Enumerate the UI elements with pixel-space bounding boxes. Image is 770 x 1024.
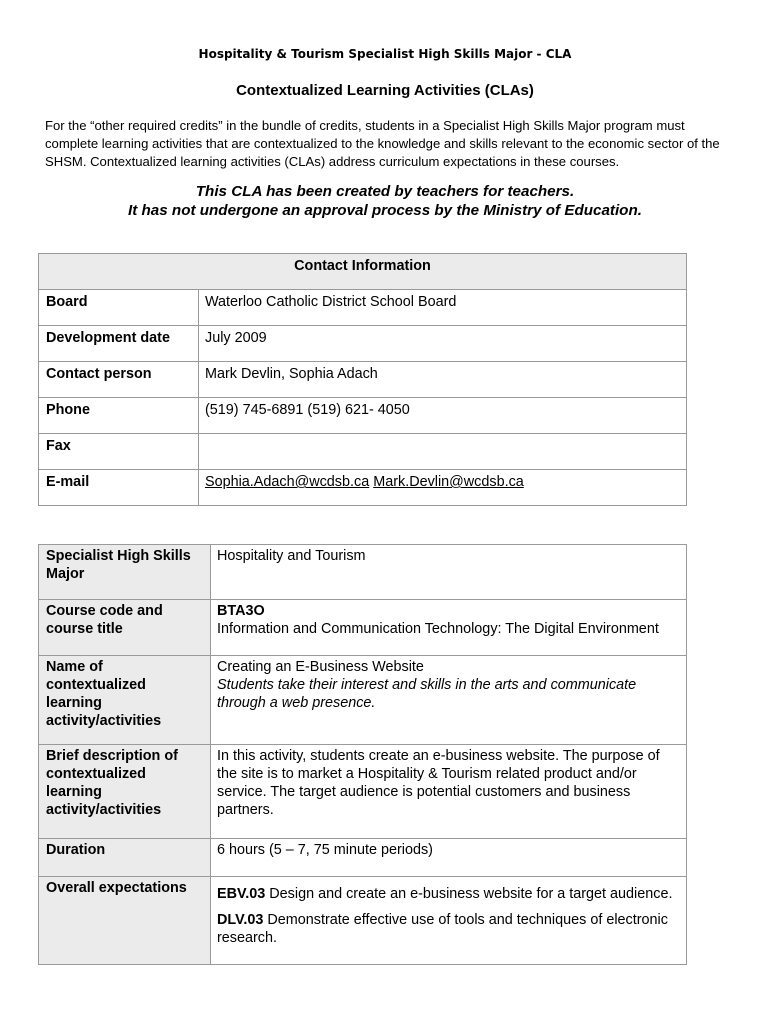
fax-label: Fax <box>39 434 199 470</box>
email-value <box>199 470 687 506</box>
expectation-code: DLV.03 <box>217 912 264 928</box>
activity-name: Creating an E-Business Website <box>217 659 424 675</box>
activity-name-label: Name of contextualized learning activity/activities <box>39 656 211 745</box>
duration-value: 6 hours (5 – 7, 75 minute periods) <box>211 839 687 877</box>
board-label: Board <box>39 290 199 326</box>
shsm-label: Specialist High Skills Major <box>39 545 211 600</box>
expectation-code: EBV.03 <box>217 886 266 902</box>
expectation-text: Design and create an e-business website for a target audience. <box>265 886 673 902</box>
phone-label: Phone <box>39 398 199 434</box>
duration-label: Duration <box>39 839 211 877</box>
development-date-value: July 2009 <box>199 326 687 362</box>
course-title: Information and Communication Technology: The Digital Environment <box>217 621 659 637</box>
email-link-mark[interactable]: Mark.Devlin@wcdsb.ca <box>373 474 524 490</box>
contact-person-value: Mark Devlin, Sophia Adach <box>199 362 687 398</box>
course-code: BTA3O <box>217 603 265 619</box>
fax-value <box>199 434 687 470</box>
phone-value: (519) 745-6891 (519) 621- 4050 <box>199 398 687 434</box>
expectation-dlv03 <box>217 911 678 947</box>
expectation-text: Demonstrate effective use of tools and techniques of electronic research. <box>217 912 668 946</box>
contact-heading: Contact Information <box>39 254 687 290</box>
course-value <box>211 600 687 656</box>
overall-expectations-value <box>211 877 687 965</box>
brief-description-value: In this activity, students create an e-business website. The purpose of the site is to market a Hospitality & Tourism related product and/or service. The target audience is potential customers and business partners. <box>211 745 687 839</box>
shsm-value: Hospitality and Tourism <box>211 545 687 600</box>
notice-line-2: It has not undergone an approval process by the Ministry of Education. <box>128 202 642 219</box>
overall-expectations-label: Overall expectations <box>39 877 211 965</box>
teacher-notice <box>0 182 770 220</box>
page-title: Contextualized Learning Activities (CLAs) <box>236 82 534 99</box>
contact-table <box>38 253 687 506</box>
intro-paragraph: For the “other required credits” in the bundle of credits, students in a Specialist High Skills Major program must complete learning activities that are contextualized to the knowledge and skills relevant to the economic sector of the SHSM. Contextualized learning activities (CLAs) address curriculum expectations in these courses. <box>45 118 720 169</box>
email-label: E-mail <box>39 470 199 506</box>
document-header: Hospitality & Tourism Specialist High Skills Major - CLA <box>198 47 572 61</box>
activity-info-table <box>38 544 687 965</box>
contact-person-label: Contact person <box>39 362 199 398</box>
development-date-label: Development date <box>39 326 199 362</box>
expectation-ebv03 <box>217 885 678 903</box>
board-value: Waterloo Catholic District School Board <box>199 290 687 326</box>
course-label: Course code and course title <box>39 600 211 656</box>
activity-name-value <box>211 656 687 745</box>
activity-tagline: Students take their interest and skills in the arts and communicate through a web presence. <box>217 677 637 711</box>
notice-line-1: This CLA has been created by teachers for teachers. <box>195 183 575 200</box>
email-link-sophia[interactable]: Sophia.Adach@wcdsb.ca <box>205 474 370 490</box>
brief-description-label: Brief description of contextualized learning activity/activities <box>39 745 211 839</box>
